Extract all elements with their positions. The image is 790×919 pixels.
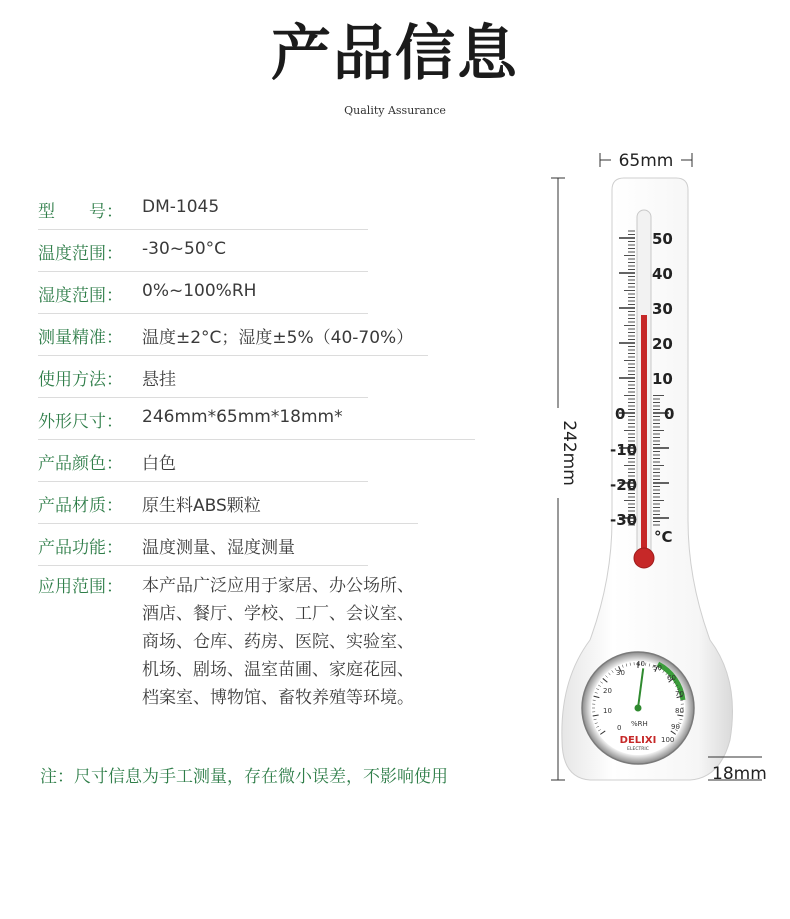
- page-subtitle: Quality Assurance: [344, 104, 446, 117]
- temp-label-30: 30: [652, 300, 673, 318]
- page-title: 产品信息: [271, 19, 519, 89]
- spec-label: 产品功能：: [38, 538, 123, 558]
- humidity-label-60: 60: [667, 674, 676, 682]
- spec-label: 产品颜色：: [38, 454, 123, 474]
- needle-hub: [635, 705, 642, 712]
- spec-label: 产品材质：: [38, 496, 123, 516]
- spec-value: 温度测量、湿度测量: [142, 538, 295, 558]
- temp-label-50: 50: [652, 230, 673, 248]
- spec-row-dimensions: [38, 398, 508, 440]
- humidity-label-80: 80: [675, 707, 684, 715]
- application-line: 档案室、博物馆、畜牧养殖等环境。: [142, 688, 414, 708]
- product-image: [540, 140, 790, 800]
- humidity-unit: %RH: [631, 720, 648, 728]
- spec-value: DM-1045: [142, 197, 220, 217]
- spec-value: -30~50°C: [142, 239, 227, 259]
- humidity-label-40: 40: [636, 660, 645, 668]
- application-line: 本产品广泛应用于家居、办公场所、: [142, 576, 414, 596]
- humidity-label-100: 100: [661, 736, 675, 744]
- spec-value: 白色: [142, 454, 176, 474]
- temp-label-neg20: -20: [610, 476, 638, 494]
- application-line: 机场、剧场、温室苗圃、家庭花园、: [142, 660, 414, 680]
- humidity-label-70: 70: [675, 690, 684, 698]
- humidity-label-20: 20: [603, 687, 612, 695]
- spec-label: 温度范围：: [38, 244, 123, 264]
- temp-label-10: 10: [652, 370, 673, 388]
- spec-row-application: [38, 566, 508, 708]
- brand-logo: DELIXI: [619, 735, 657, 746]
- spec-label: 湿度范围：: [38, 286, 123, 306]
- spec-row-model: [38, 188, 508, 230]
- humidity-label-90: 90: [671, 723, 680, 731]
- application-line: 酒店、餐厅、学校、工厂、会议室、: [142, 604, 414, 624]
- temp-label-20: 20: [652, 335, 673, 353]
- spec-value: 246mm*65mm*18mm*: [142, 407, 343, 427]
- temp-label-40: 40: [652, 265, 673, 283]
- height-label: 242mm: [559, 420, 579, 486]
- application-line: 商场、仓库、药房、医院、实验室、: [142, 632, 414, 652]
- mercury-bulb: [634, 548, 654, 568]
- spec-label: 应用范围：: [38, 577, 123, 597]
- humidity-label-30: 30: [616, 669, 625, 677]
- spec-label: 型 号：: [38, 202, 123, 222]
- mercury-column: [641, 315, 647, 558]
- spec-row-accuracy: [38, 314, 508, 356]
- spec-row-temp-range: [38, 230, 508, 272]
- spec-label: 测量精准：: [38, 328, 123, 348]
- spec-value: 温度±2°C；湿度±5%（40-70%）: [142, 328, 414, 348]
- spec-label: 外形尺寸：: [38, 412, 123, 432]
- spec-table: [38, 188, 508, 708]
- temp-label-neg10: -10: [610, 441, 638, 459]
- depth-label: 18mm: [712, 764, 767, 784]
- temp-unit: °C: [654, 528, 673, 546]
- brand-subtitle: ELECTRIC: [627, 747, 649, 752]
- spec-value: 0%~100%RH: [142, 281, 257, 301]
- width-label: 65mm: [618, 151, 674, 171]
- spec-row-material: [38, 482, 508, 524]
- temp-label-neg30: -30: [610, 511, 638, 529]
- temp-label-0-left: 0: [615, 405, 626, 423]
- width-dimension: [600, 150, 692, 171]
- application-text: [142, 572, 414, 712]
- spec-value: 悬挂: [142, 370, 176, 390]
- humidity-label-50: 50: [653, 664, 662, 672]
- spec-row-function: [38, 524, 508, 566]
- temp-label-0-right: 0: [664, 405, 675, 423]
- spec-row-color: [38, 440, 508, 482]
- spec-row-humidity-range: [38, 272, 508, 314]
- hygrometer-dial: [582, 652, 694, 764]
- spec-label: 使用方法：: [38, 370, 123, 390]
- spec-value: 原生料ABS颗粒: [142, 496, 261, 516]
- measurement-note: 注：尺寸信息为手工测量，存在微小误差，不影响使用: [40, 767, 448, 787]
- humidity-label-0: 0: [617, 724, 622, 732]
- spec-row-usage-method: [38, 356, 508, 398]
- humidity-label-10: 10: [603, 707, 612, 715]
